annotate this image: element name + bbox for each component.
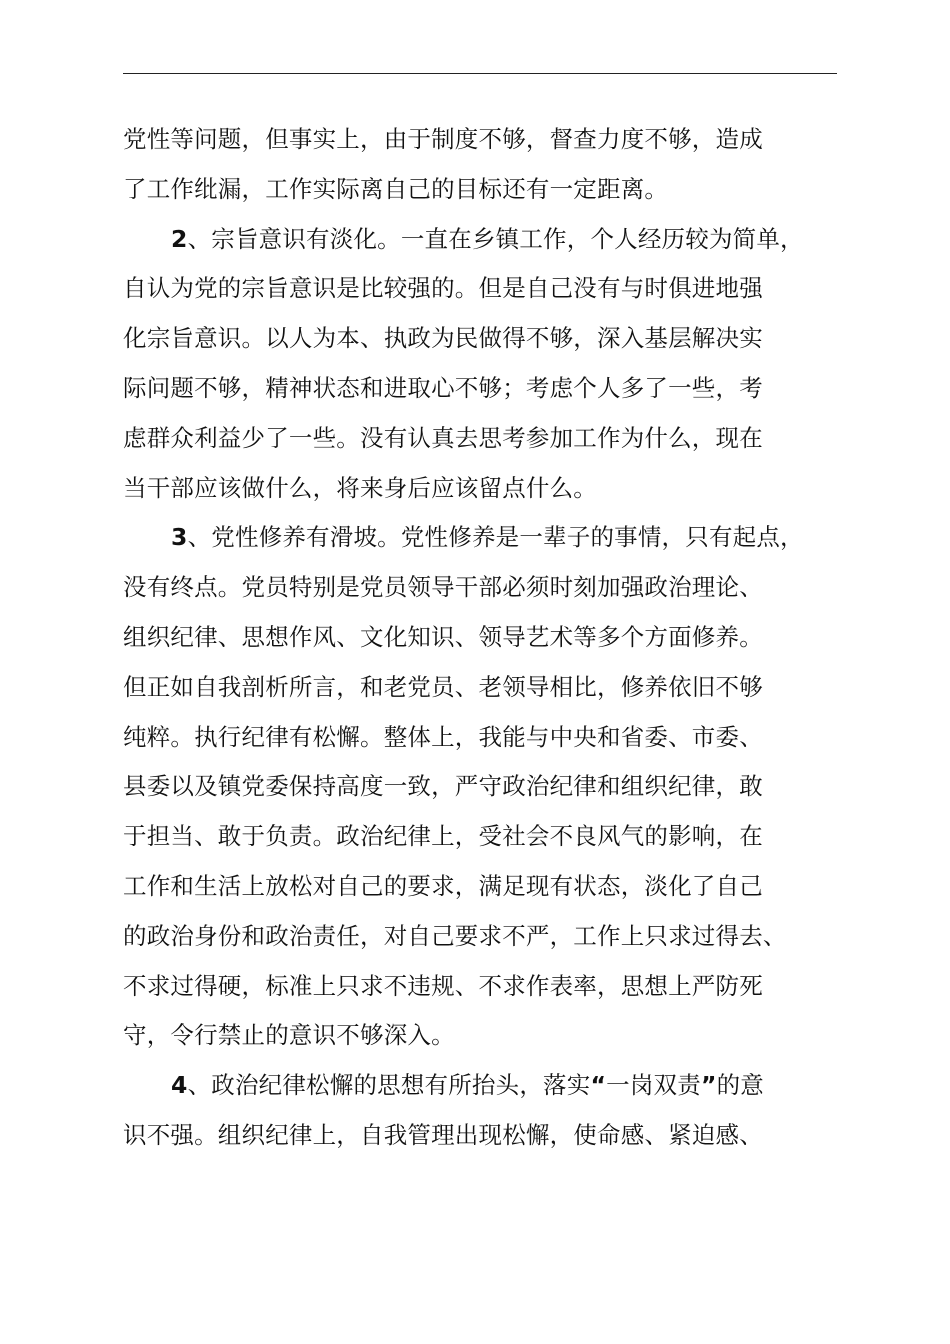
item-number: 2: [171, 224, 188, 253]
text-line: 、政治纪律松懈的思想有所抬头，落实: [187, 1071, 591, 1100]
text-line: 自认为党的宗旨意识是比较强的。但是自己没有与时俱进地强: [123, 274, 763, 303]
text-line: 于担当、敢于负责。政治纪律上，受社会不良风气的影响，在: [123, 822, 763, 851]
text-line: 的政治身份和政治责任，对自己要求不严，工作上只求过得去、: [123, 921, 787, 950]
open-quote: “: [590, 1071, 607, 1100]
text-line: 纯粹。执行纪律有松懈。整体上，我能与中央和省委、市委、: [123, 722, 763, 751]
close-quote: ”: [700, 1071, 717, 1100]
item-number: 4: [171, 1071, 188, 1100]
text-line: 识不强。组织纪律上，自我管理出现松懈，使命感、紧迫感、: [123, 1120, 763, 1149]
text-line: 当干部应该做什么，将来身后应该留点什么。: [123, 473, 597, 502]
text-line: 守，令行禁止的意识不够深入。: [123, 1021, 455, 1050]
quoted-phrase: 一岗双责: [606, 1071, 701, 1100]
text-line: 化宗旨意识。以人为本、执政为民做得不够，深入基层解决实: [123, 324, 763, 353]
document-body: [123, 115, 863, 1161]
text-line: 了工作纰漏，工作实际离自己的目标还有一定距离。: [123, 174, 669, 203]
header-rule: [123, 73, 837, 74]
paragraph-2-heading-line: [123, 215, 863, 265]
text-line: 组织纪律、思想作风、文化知识、领导艺术等多个方面修养。: [123, 622, 763, 651]
text-line: 但正如自我剖析所言，和老党员、老领导相比，修养依旧不够: [123, 672, 763, 701]
text-line: 县委以及镇党委保持高度一致，严守政治纪律和组织纪律，敢: [123, 772, 763, 801]
text-line: 虑群众利益少了一些。没有认真去思考参加工作为什么，现在: [123, 423, 763, 452]
text-line: 不求过得硬，标准上只求不违规、不求作表率，思想上严防死: [123, 971, 763, 1000]
text-line: 、宗旨意识有淡化。一直在乡镇工作，个人经历较为简单，: [187, 224, 804, 253]
paragraph-4-heading-line: [123, 1061, 863, 1111]
text-line: 际问题不够，精神状态和进取心不够；考虑个人多了一些，考: [123, 373, 763, 402]
paragraph-3-heading-line: [123, 513, 863, 563]
text-line: 没有终点。党员特别是党员领导干部必须时刻加强政治理论、: [123, 573, 763, 602]
text-line: 党性等问题，但事实上，由于制度不够，督查力度不够，造成: [123, 125, 763, 153]
text-line: 的意: [716, 1071, 764, 1100]
item-number: 3: [171, 523, 188, 552]
text-line: 、党性修养有滑坡。党性修养是一辈子的事情，只有起点，: [187, 523, 804, 552]
text-line: 工作和生活上放松对自己的要求，满足现有状态，淡化了自己: [123, 871, 763, 900]
